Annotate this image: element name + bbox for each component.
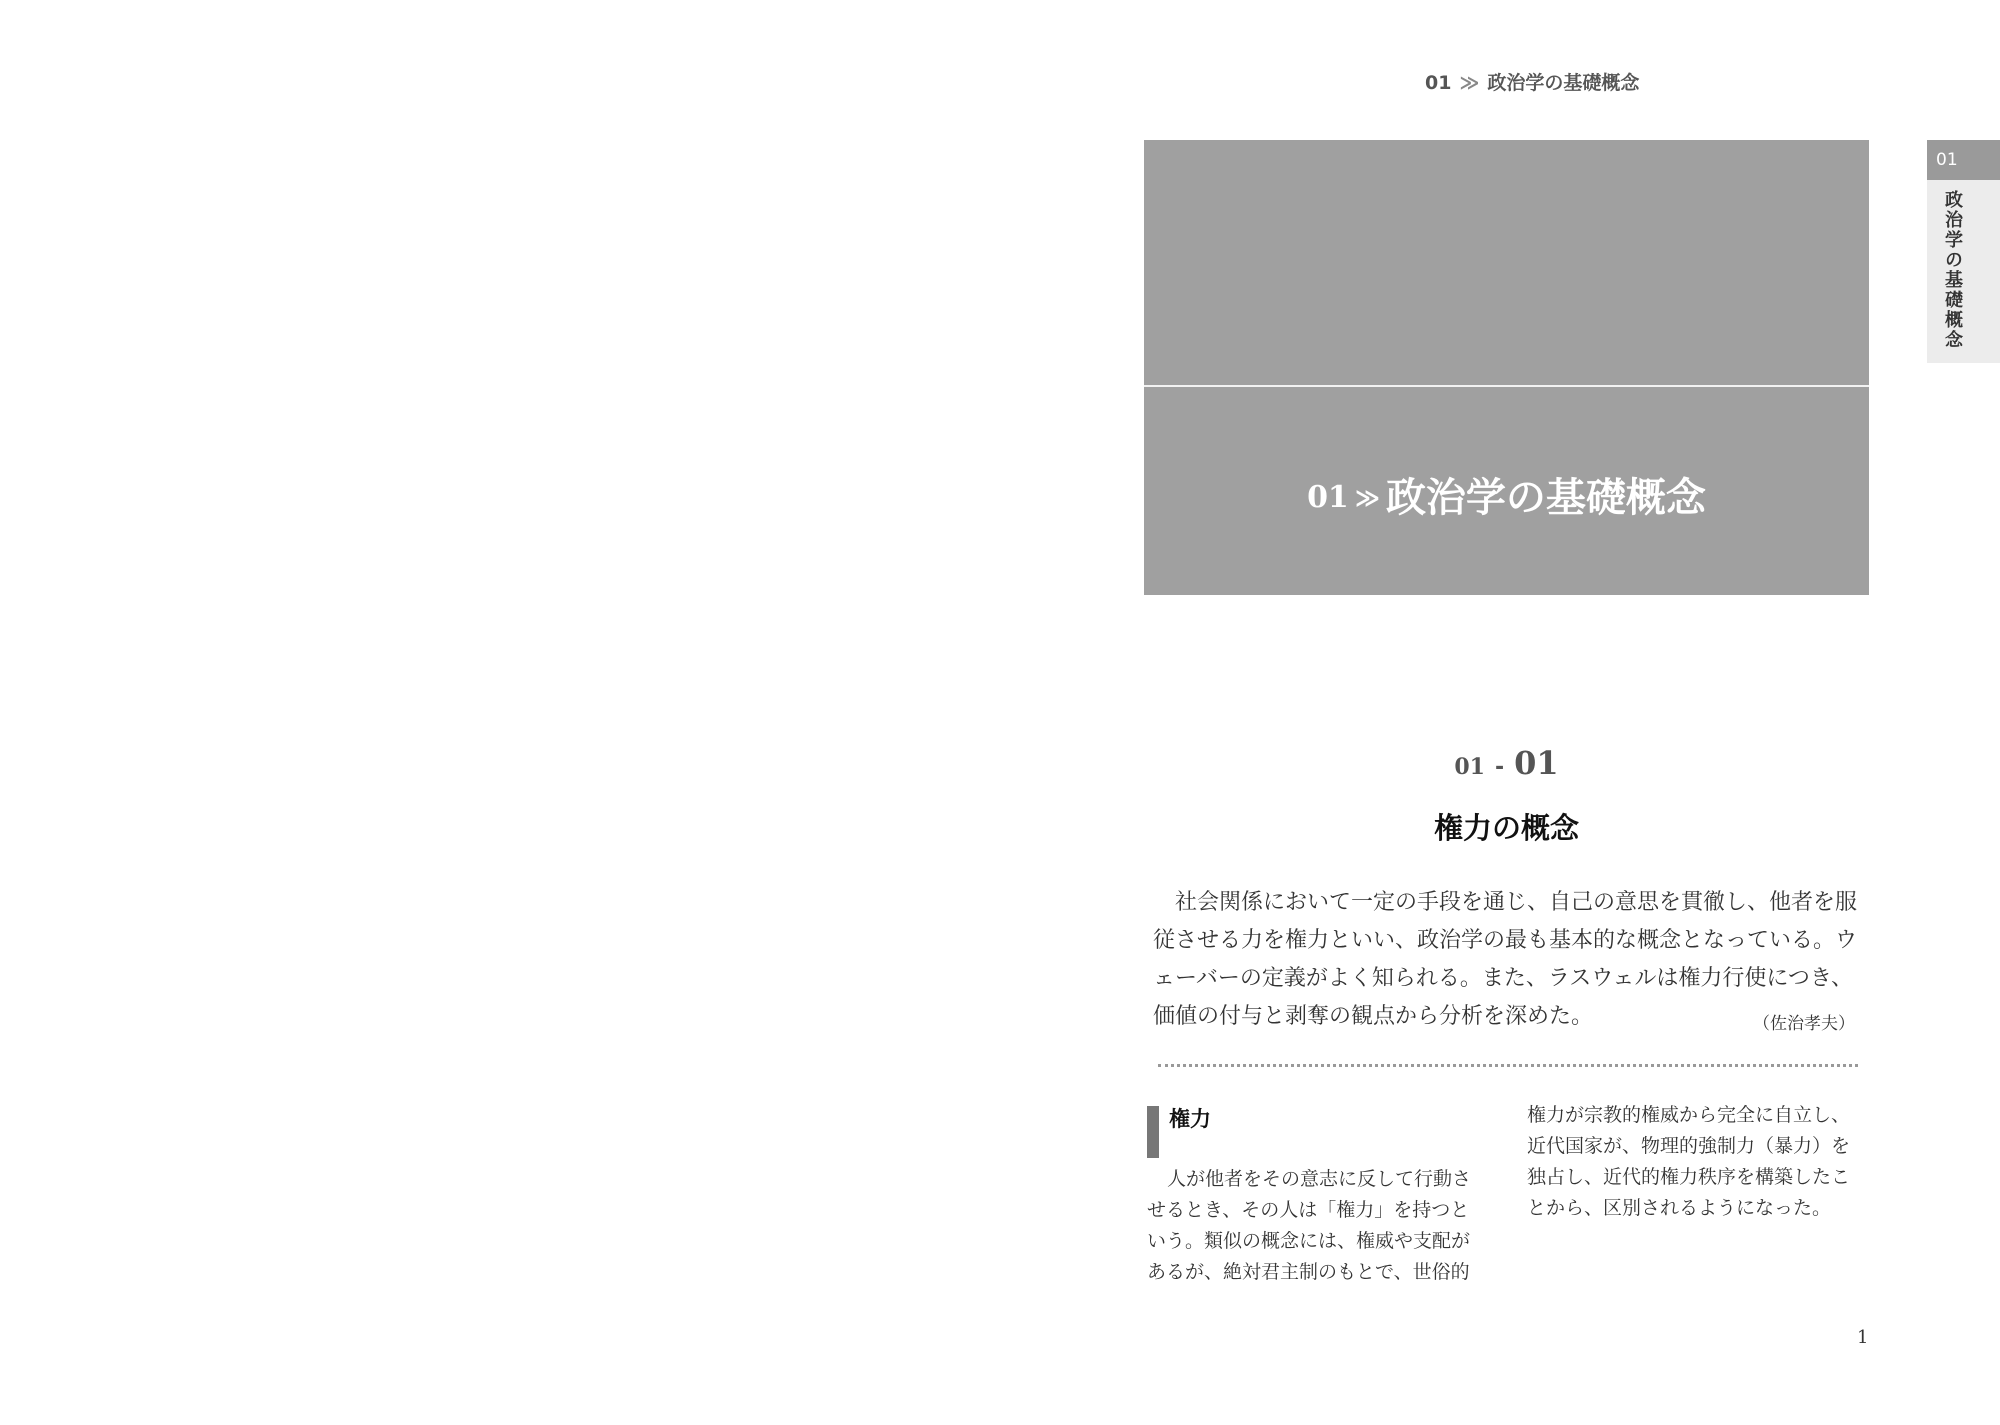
side-tab[interactable] xyxy=(1927,180,2000,363)
chapter-separator: ≫ xyxy=(1354,484,1380,512)
intro-line: 価値の付与と剥奪の観点から分析を深めた。 xyxy=(1153,1004,1594,1029)
page-number: 1 xyxy=(1857,1327,1869,1348)
chapter-banner-rule xyxy=(1144,385,1869,387)
entry-line: いう。類似の概念には、権威や支配が xyxy=(1147,1230,1471,1252)
intro-author: （佐治孝夫） xyxy=(1753,1014,1855,1034)
entry-line: せるとき、その人は「権力」を持つと xyxy=(1147,1199,1470,1221)
intro-line: ェーバーの定義がよく知られる。また、ラスウェルは権力行使につき、 xyxy=(1153,966,1854,991)
section-title: 権力の概念 xyxy=(1433,811,1579,845)
entry-line: 権力が宗教的権威から完全に自立し、 xyxy=(1527,1104,1851,1126)
entry-line: とから、区別されるようになった。 xyxy=(1527,1197,1832,1219)
section-dash: - xyxy=(1494,755,1505,780)
running-header xyxy=(1425,68,1639,95)
intro-line: 従させる力を権力といい、政治学の最も基本的な概念となっている。ウ xyxy=(1153,928,1858,953)
term-heading: 権力 xyxy=(1147,1106,1211,1158)
entry-text-right-column xyxy=(1527,1100,1877,1224)
running-header-title: 政治学の基礎概念 xyxy=(1487,72,1640,94)
entry-line: 近代国家が、物理的強制力（暴力）を xyxy=(1527,1135,1851,1157)
entry-line: あるが、絶対君主制のもとで、世俗的 xyxy=(1147,1261,1470,1283)
dotted-divider xyxy=(1158,1064,1858,1067)
entry-line: 独占し、近代的権力秩序を構築したこ xyxy=(1527,1166,1851,1188)
running-header-number: 01 xyxy=(1425,72,1452,94)
chapter-title xyxy=(1144,466,1869,523)
entry-line: 人が他者をその意志に反して行動さ xyxy=(1167,1168,1472,1190)
chapter-name: 政治学の基礎概念 xyxy=(1385,475,1706,521)
side-tab-label: 政治学の基礎概念 xyxy=(1942,190,1963,350)
running-header-separator: ≫ xyxy=(1459,72,1480,94)
section-chapter-number: 01 xyxy=(1454,754,1485,780)
section-number xyxy=(1144,744,1869,782)
section-index: 01 xyxy=(1514,744,1559,782)
side-tab-number[interactable]: 01 xyxy=(1927,140,2000,180)
entry-text-left-column xyxy=(1147,1164,1497,1288)
chapter-banner xyxy=(1144,140,1869,595)
intro-paragraph xyxy=(1153,884,1863,1036)
intro-line: 社会関係において一定の手段を通じ、自己の意思を貫徹し、他者を服 xyxy=(1175,890,1858,915)
chapter-number: 01 xyxy=(1307,480,1349,515)
